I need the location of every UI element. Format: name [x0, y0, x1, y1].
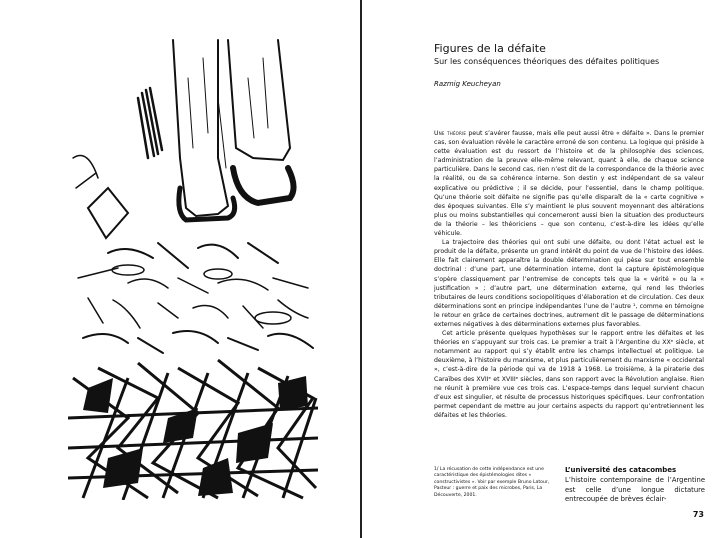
paragraph-3: Cet article présente quelques hypothèses sur le rapport entre les défaites et les théories en s’appuyant sur trois cas. Le premier a trait à l’Argentine du XXᵉ siècle, et notamment au rapport qui s’y établit entre les champs intellectuel et politique. Le deuxième, à l’histoire du marxisme, et plus particulièrement du marxisme « occidental », c’est-à-dire de la période qui va de 1918 à 1968. Le troisième, à la piraterie des Caraïbes des XVIIᵉ et XVIIIᵉ siècles, dans son rapport avec la Révolution anglaise. Rien ne réunit à première vue ces trois cas. L’espace-temps dans lequel survient chacun d’eux est singulier, et résulte de processus historiques spécifiques. Leur confrontation permet cependant de mettre au jour certains aspects du rapport qu’entretiennent les défaites et les théories. — [434, 330, 704, 419]
article-body — [434, 129, 704, 420]
ink-drawing-icon — [68, 38, 318, 500]
section-heading: L’université des catacombes — [565, 466, 677, 474]
paragraph-2: La trajectoire des théories qui ont subi une défaite, ou dont l’état actuel est le produit de la défaite, présente un grand intérêt du point de vue de l’histoire des idées. Elle fait clairement apparaître la double détermination qui pèse sur tout ensemble doctrinal : d’une part, une détermination interne, dont la capture épistémologique s’opère classiquement par l’entremise de concepts tels que la « vérité » ou la « justification » ; d’autre part, une détermination externe, qui rend les théories tributaires de leurs conditions sociopolitiques d’élaboration et de circulation. Ces deux déterminations sont en principe indépendantes l’une de l’autre ¹, comme en témoigne le retour en grâce de certaines doctrines, autrement dit le passage de déterminations externes négatives à des déterminations externes plus favorables. — [434, 239, 704, 328]
article-author: Razmig Keucheyan — [434, 80, 501, 88]
right-page — [362, 0, 720, 538]
ink-drawing-illustration — [68, 38, 318, 500]
page-number: 73 — [692, 510, 704, 519]
article-subtitle: Sur les conséquences théoriques des défaites politiques — [434, 57, 660, 66]
paragraph-1 — [434, 129, 704, 238]
footnote: 1/ La récusation de cette indépendance est une caractéristique des épistémologies dites « constructivistes ». Voir par exemple Bruno Latour, Pasteur : guerre et paix des microbes, Paris, La Découverte, 2001. — [434, 467, 550, 498]
article-title: Figures de la défaite — [434, 42, 546, 55]
paragraph-1-text: peut s’avérer fausse, mais elle peut aussi être « défaite ». Dans le premier cas, son évaluation révèle le caractère erroné de son contenu. La logique qui préside à cette évaluation est du ressort de l’histoire et de la philosophie des sciences, l’administration de la preuve elle-même relevant, quant à elle, de chaque science particulière. Dans le second cas, rien n’est dit de la correspondance de la théorie avec la réalité, ou de sa cohérence interne. Son destin y est indépendant de sa valeur explicative ou prédictive ; il se décide, pour l’essentiel, dans le champ politique. Qu’une théorie soit défaite ne signifie pas qu’elle disparaît de la « carte cognitive » des époques suivantes. Elle s’y maintient le plus souvent moyennant des altérations plus ou moins substantielles qui concerneront aussi bien la situation des producteurs de la théorie – les théoriciens – que son contenu, c’est-à-dire les idées qu’elle véhicule. — [434, 130, 704, 238]
section-text: L’histoire contemporaine de l’Argentine est celle d’une longue dictature entrecoupée de brèves éclair- — [565, 476, 705, 504]
lead-in: Une théorie — [434, 130, 467, 137]
